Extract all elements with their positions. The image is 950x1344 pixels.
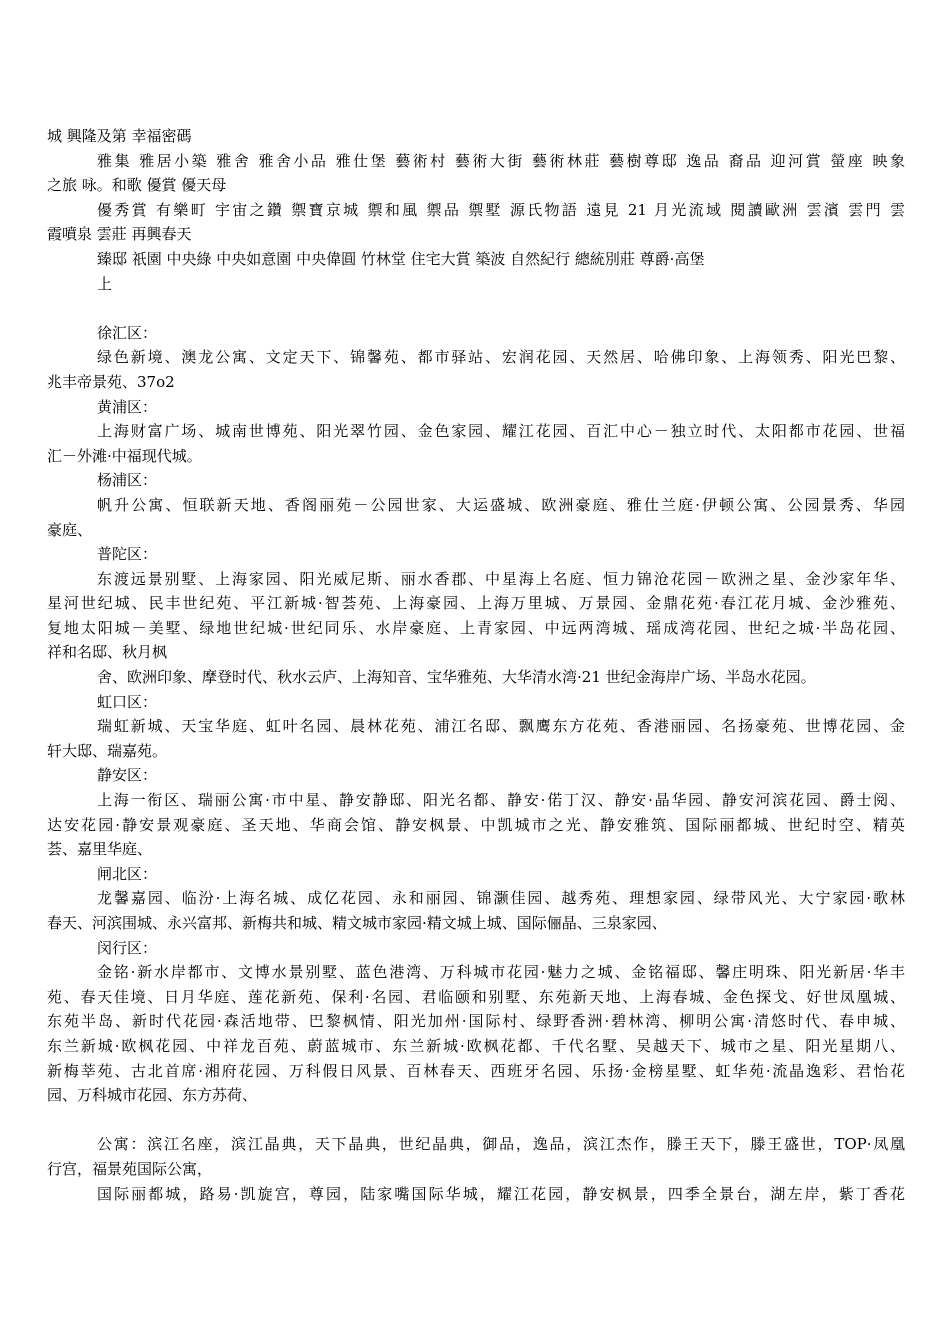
text-line: 苑、春天佳境、日月华庭、莲花新苑、保利·名园、君临颐和别墅、东苑新天地、上海春城、金色探戈、好世凤凰城、 [47,987,905,1006]
text-line: 轩大邸、瑞嘉苑。 [47,741,168,760]
text-line: 上 [97,274,113,293]
text-line: 普陀区： [97,545,158,564]
text-line: 东兰新城·欧枫花园、中祥龙百苑、蔚蓝城市、东兰新城·欧枫花都、千代名墅、吴越天下、城市之星、阳光星期八、 [47,1036,905,1055]
text-line: 东渡远景别墅、上海家园、阳光威尼斯、丽水香郡、中星海上名庭、恒力锦沧花园－欧洲之星、金沙家年华、 [97,569,905,588]
text-line: 上海一衔区、瑞丽公寓·市中星、静安静邸、阳光名都、静安·偌丁汉、静安·晶华园、静安河滨花园、爵士阅、 [97,791,905,810]
text-line: 徐汇区： [97,323,158,342]
text-line: 優秀賞 有樂町 宇宙之鑽 禦寶京城 禦和風 禦品 禦墅 源氏物語 遠見 21 月光流域 閱讀歐洲 雲濱 雲門 雲 [97,200,905,219]
text-line: 城 興隆及第 幸福密碼 [47,127,192,145]
text-line: 新梅莘苑、古北首席·湘府花园、万科假日风景、百林春天、西班牙名园、乐扬·金榜星墅、虹华苑·流晶逸彩、君怡花 [47,1061,905,1080]
text-line: 霞噴泉 雲莊 再興春天 [47,225,192,244]
text-line: 闵行区： [97,938,158,957]
text-line: 公寓：滨江名座，滨江晶典，天下晶典，世纪晶典，御品，逸品，滨江杰作，滕王天下，滕王盛世，TOP·凤凰 [97,1135,905,1154]
text-line: 春天、河滨围城、永兴富邦、新梅共和城、精文城市家园·精文城上城、国际俪晶、三泉家园、 [47,914,667,932]
text-line: 之旅 咏。和歌 優賞 優天母 [47,176,227,195]
text-line: 汇－外滩·中福现代城。 [47,446,202,465]
text-line: 闸北区： [97,864,158,883]
text-line: 复地太阳城－美墅、绿地世纪城·世纪同乐、水岸豪庭、上青家园、中远两湾城、瑶成湾花园、世纪之城·半岛花园、 [47,618,905,637]
text-line: 舍、欧洲印象、摩登时代、秋水云庐、上海知音、宝华雅苑、大华清水湾·21 世纪金海岸广场、半岛水花园。 [97,668,816,687]
text-line: 雅集 雅居小築 雅舍 雅舍小品 雅仕堡 藝術村 藝術大街 藝術林莊 藝樹尊邸 逸品 裔品 迎河賞 螢座 映象 [97,151,905,170]
text-line: 金铭·新水岸都市、文博水景别墅、蓝色港湾、万科城市花园·魅力之城、金铭福邸、馨庄明珠、阳光新居·华丰 [97,963,905,982]
text-line: 虹口区： [97,692,158,711]
text-line: 东苑半岛、新时代花园·森活地带、巴黎枫情、阳光加州·国际村、绿野香洲·碧林湾、柳明公寓·清悠时代、春申城、 [47,1012,905,1031]
text-line: 兆丰帝景苑、37o2 [47,372,175,391]
text-line: 豪庭、 [47,520,93,539]
text-line: 龙馨嘉园、临汾·上海名城、成亿花园、永和丽园、锦灏佳园、越秀苑、理想家园、绿带风光、大宁家园·歌林 [97,889,905,908]
text-line: 行宫，福景苑国际公寓， [47,1159,213,1178]
text-line: 达安花园·静安景观豪庭、圣天地、华商会馆、静安枫景、中凯城市之光、静安雅筑、国际丽都城、世纪时空、精英 [47,815,905,834]
text-line: 星河世纪城、民丰世纪苑、平江新城·智荟苑、上海豪园、上海万里城、万景园、金鼎花苑·春江花月城、金沙雅苑、 [47,594,905,613]
text-line: 静安区： [97,766,158,785]
document-page [47,124,905,1206]
text-line: 上海财富广场、城南世博苑、阳光翠竹园、金色家园、耀江花园、百汇中心－独立时代、太阳都市花园、世福 [97,422,905,441]
text-line: 荟、嘉里华庭、 [47,840,153,859]
text-line: 臻邸 祇園 中央綠 中央如意園 中央偉圓 竹林堂 住宅大賞 築波 自然紀行 總統別莊 尊爵·高堡 [97,249,705,268]
text-line: 祥和名邸、秋月枫 [47,643,168,662]
text-line: 杨浦区： [97,471,158,490]
text-line: 绿色新境、澳龙公寓、文定天下、锦馨苑、都市驿站、宏润花园、天然居、哈佛印象、上海领秀、阳光巴黎、 [97,348,905,367]
text-line: 帆升公寓、恒联新天地、香阁丽苑－公园世家、大运盛城、欧洲豪庭、雅仕兰庭·伊顿公寓、公园景秀、华园 [97,495,905,514]
blank-line [47,1108,905,1133]
text-line: 黄浦区： [97,397,158,416]
text-line: 瑞虹新城、天宝华庭、虹叶名园、晨林花苑、浦江名邸、飘鹰东方花苑、香港丽园、名扬豪苑、世博花园、金 [97,717,905,736]
text-line: 国际丽都城，路易·凯旋宫，尊园，陆家嘴国际华城，耀江花园，静安枫景，四季全景台，湖左岸，紫丁香花 [97,1184,905,1203]
blank-line [47,296,905,321]
text-line: 园、万科城市花园、东方苏荷、 [47,1086,258,1105]
